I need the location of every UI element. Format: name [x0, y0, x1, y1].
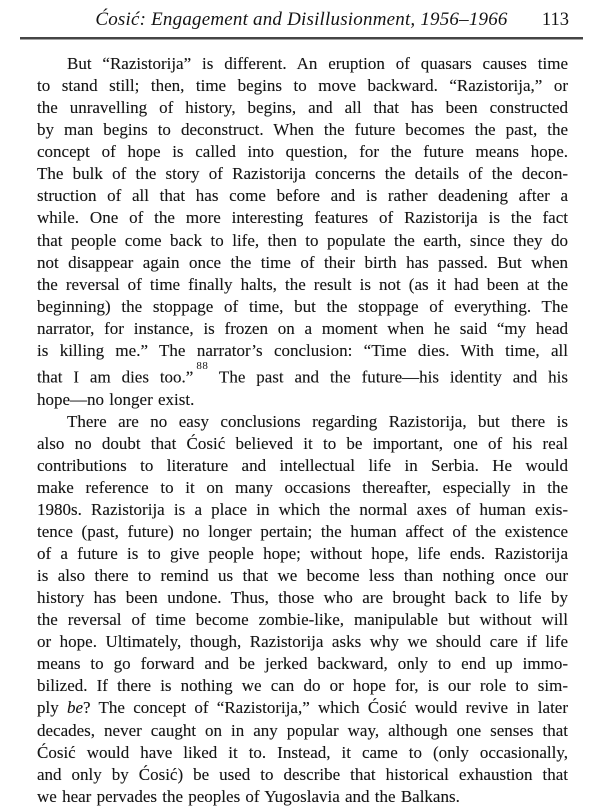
text-line: struction of all that has come before and is rather deadening after a: [37, 186, 568, 206]
text-line: But “Razistorija” is different. An eruption of quasars causes time: [67, 54, 568, 73]
text-line: concept of hope is called into question, for the future means hope.: [37, 142, 568, 162]
text-line: the reversal of time finally halts, the result is not (as it had been at the: [37, 274, 568, 294]
text-line: of a future is to give people hope; without hope, life ends. Razistorija: [37, 544, 568, 564]
footnote-reference: 88: [196, 360, 209, 373]
paragraph: [37, 53, 568, 411]
text-line: narrator, for instance, is frozen on a moment when he said “my head: [37, 318, 568, 338]
text-line: means to go forward and be jerked backward, only to end up immo-: [37, 654, 568, 674]
text-line: ply be? The concept of “Razistorija,” which Ćosić would revive in later: [37, 698, 568, 718]
text-line: by man begins to deconstruct. When the future becomes the past, the: [37, 120, 568, 140]
text-line: to stand still; then, time begins to move backward. “Razistorija,” or: [37, 76, 568, 96]
text-line: tence (past, future) no longer pertain; the human affect of the existence: [37, 521, 568, 541]
text-line: the unravelling of history, begins, and all that has been constructed: [37, 98, 568, 118]
running-head: [20, 7, 583, 33]
text-line: hope—no longer exist.: [37, 389, 195, 409]
text-line: and only by Ćosić) be used to describe that historical exhaustion that: [37, 764, 568, 784]
page-body: [37, 53, 568, 808]
text-line: that people come back to life, then to populate the earth, since they do: [37, 230, 568, 250]
text-line: the reversal of time become zombie-like, manipulable but without will: [37, 610, 568, 630]
text-line: we hear pervades the peoples of Yugoslavia and the Balkans.: [37, 786, 460, 806]
text-line: not disappear again once the time of their birth has passed. But when: [37, 252, 568, 272]
text-line: contributions to literature and intellectual life in Serbia. He would: [37, 455, 568, 475]
text-line: is also there to remind us that we become less than nothing once our: [37, 566, 568, 586]
paragraph: [37, 411, 568, 808]
text-line: is killing me.” The narrator’s conclusion: “Time dies. With time, all: [37, 340, 568, 360]
text-line: Ćosić would have liked it to. Instead, it came to (only occasionally,: [37, 742, 568, 762]
text-line: history has been undone. Thus, those who are brought back to life by: [37, 588, 568, 608]
text-line: also no doubt that Ćosić believed it to be important, one of his real: [37, 433, 568, 453]
text-line: The bulk of the story of Razistorija concerns the details of the decon-: [37, 164, 568, 184]
header-rule: [20, 37, 583, 40]
page-number: 113: [541, 10, 569, 30]
text-line: beginning) the stoppage of time, but the stoppage of everything. The: [37, 296, 568, 316]
text-line: while. One of the more interesting features of Razistorija is the fact: [37, 208, 568, 228]
text-line: decades, never caught on in any popular way, although one senses that: [37, 720, 568, 740]
text-line: that I am dies too.”$^{88}$ The past and the future—his identity and his: [37, 360, 568, 387]
text-line: make reference to it on many occasions thereafter, especially in the: [37, 477, 568, 497]
text-line: 1980s. Razistorija is a place in which the normal axes of human exis-: [37, 499, 568, 519]
running-head-title: Ćosić: Engagement and Disillusionment, 1956–1966: [95, 9, 508, 30]
emphasized-word: be: [67, 698, 84, 718]
text-line: bilized. If there is nothing we can do or hope for, is our role to sim-: [37, 676, 568, 696]
text-line: There are no easy conclusions regarding Razistorija, but there is: [67, 411, 568, 431]
text-line: or hope. Ultimately, though, Razistorija asks why we should care if life: [37, 632, 568, 652]
